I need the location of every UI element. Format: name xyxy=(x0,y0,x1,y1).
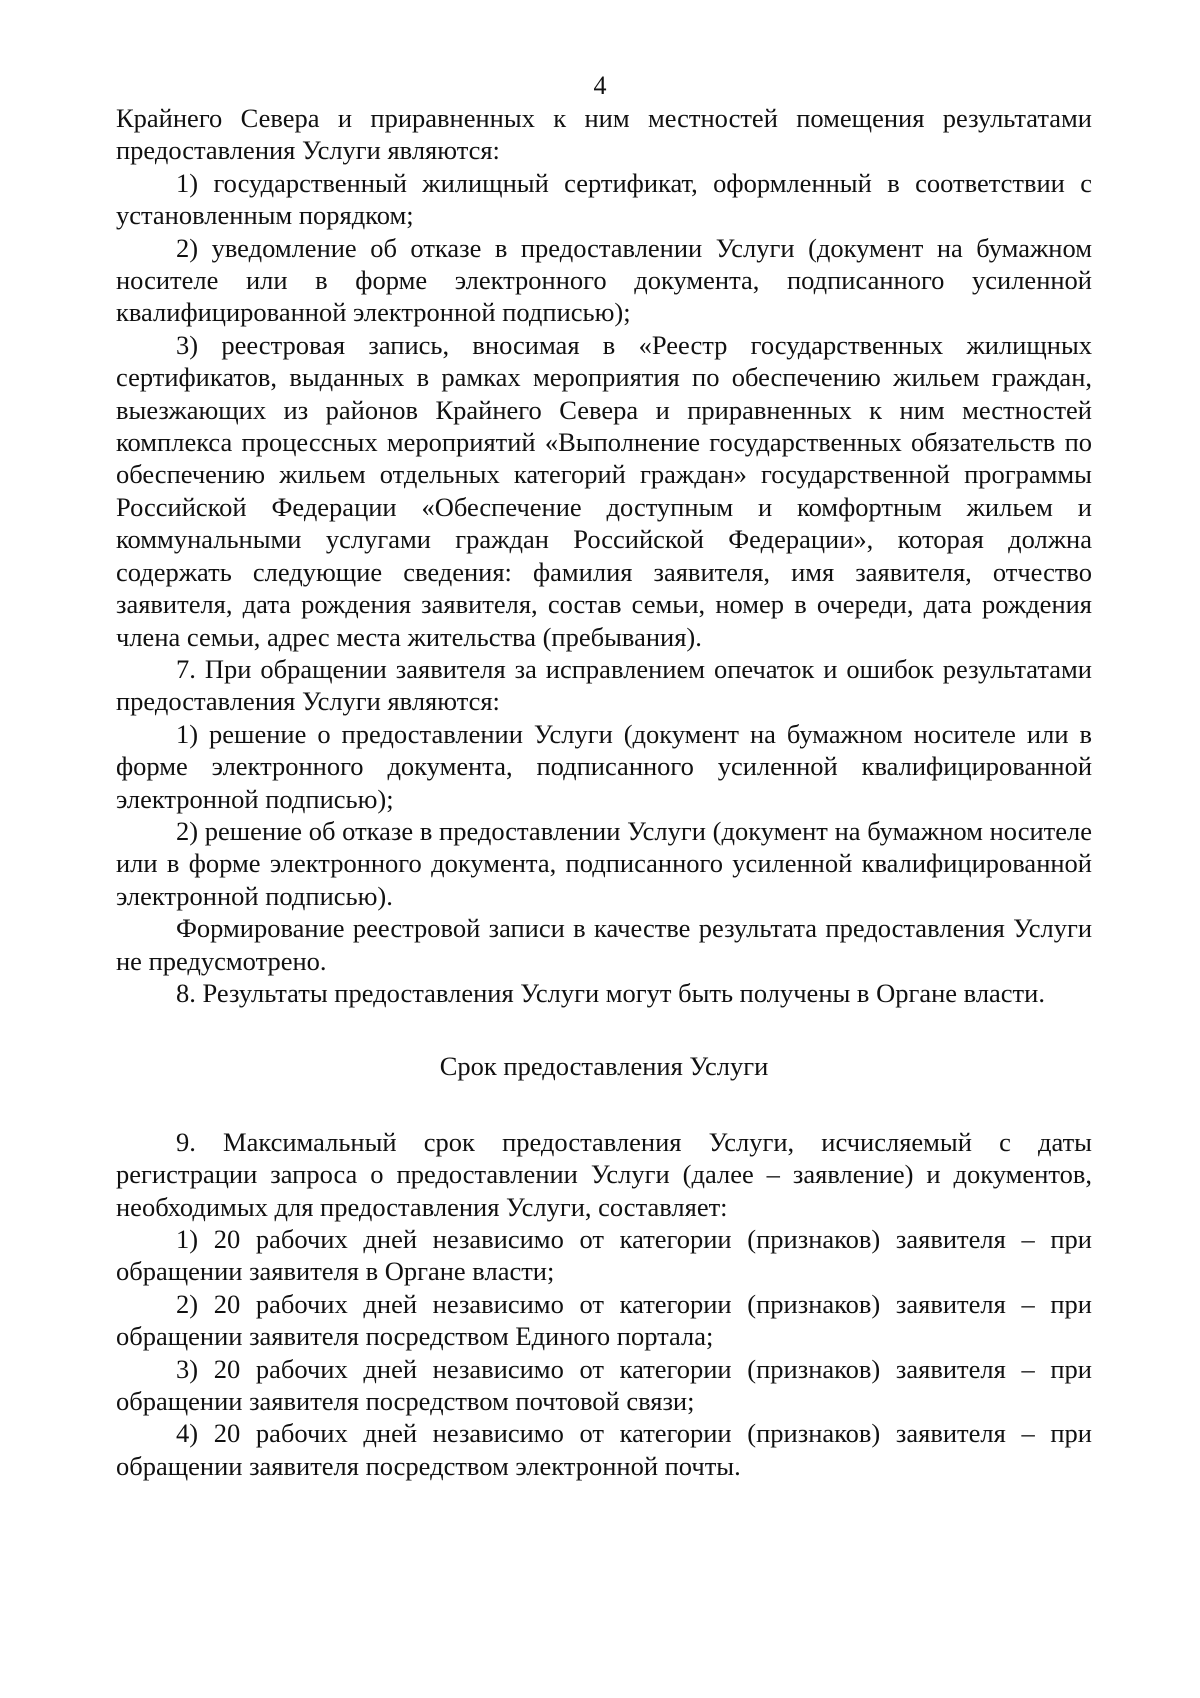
paragraph-result-refusal-notice: 2) уведомление об отказе в предоставлении Услуги (документ на бумажном носителе или в форме электронного документа, подписанного усиленной квалифицированной электронной подписью); xyxy=(116,232,1092,328)
paragraph-item-7: 7. При обращении заявителя за исправлением опечаток и ошибок результатами предоставления Услуги являются: xyxy=(116,653,1092,717)
paragraph-term-email: 4) 20 рабочих дней независимо от категории (признаков) заявителя – при обращении заявителя посредством электронной почты. xyxy=(116,1418,1092,1481)
paragraph-result-certificate: 1) государственный жилищный сертификат, оформленный в соответствии с установленным порядком; xyxy=(116,167,1092,231)
paragraph-term-post: 3) 20 рабочих дней независимо от категории (признаков) заявителя – при обращении заявителя посредством почтовой связи; xyxy=(116,1353,1092,1417)
paragraph-continuation: Крайнего Севера и приравненных к ним местностей помещения результатами предоставления Услуги являются: xyxy=(116,103,1092,166)
paragraph-item-7-refusal: 2) решение об отказе в предоставлении Услуги (документ на бумажном носителе или в форме электронного документа, подписанного усиленной квалифицированной электронной подписью). xyxy=(116,815,1092,911)
paragraph-item-9: 9. Максимальный срок предоставления Услуги, исчисляемый с даты регистрации запроса о предоставлении Услуги (далее – заявление) и документов, необходимых для предоставления Услуги, составляет: xyxy=(116,1126,1092,1222)
paragraph-result-registry-entry: 3) реестровая запись, вносимая в «Реестр государственных жилищных сертификатов, выданных в рамках мероприятия по обеспечению жильем граждан, выезжающих из районов Крайнего Севера и приравненных к ним местностей комплекса процессных мероприятий «Выполнение государственных обязательств по обеспечению жильем отдельных категорий граждан» государственной программы Российской Федерации «Обеспечение доступным и комфортным жильем и коммунальными услугами граждан Российской Федерации», которая должна содержать следующие сведения: фамилия заявителя, имя заявителя, отчество заявителя, дата рождения заявителя, состав семьи, номер в очереди, дата рождения члена семьи, адрес места жительства (пребывания). xyxy=(116,329,1092,652)
paragraph-registry-note: Формирование реестровой записи в качестве результата предоставления Услуги не предусмотрено. xyxy=(116,913,1092,976)
paragraph-term-portal: 2) 20 рабочих дней независимо от категории (признаков) заявителя – при обращении заявителя посредством Единого портала; xyxy=(116,1288,1092,1352)
page-number: 4 xyxy=(593,71,607,100)
section-heading: Срок предоставления Услуги xyxy=(439,1051,769,1082)
document-body xyxy=(116,102,1092,1482)
paragraph-item-8: 8. Результаты предоставления Услуги могут быть получены в Органе власти. xyxy=(176,977,1045,1008)
paragraph-term-office: 1) 20 рабочих дней независимо от категории (признаков) заявителя – при обращении заявителя в Органе власти; xyxy=(116,1224,1092,1287)
paragraph-item-7-decision: 1) решение о предоставлении Услуги (документ на бумажном носителе или в форме электронного документа, подписанного усиленной квалифицированной электронной подписью); xyxy=(116,718,1092,814)
